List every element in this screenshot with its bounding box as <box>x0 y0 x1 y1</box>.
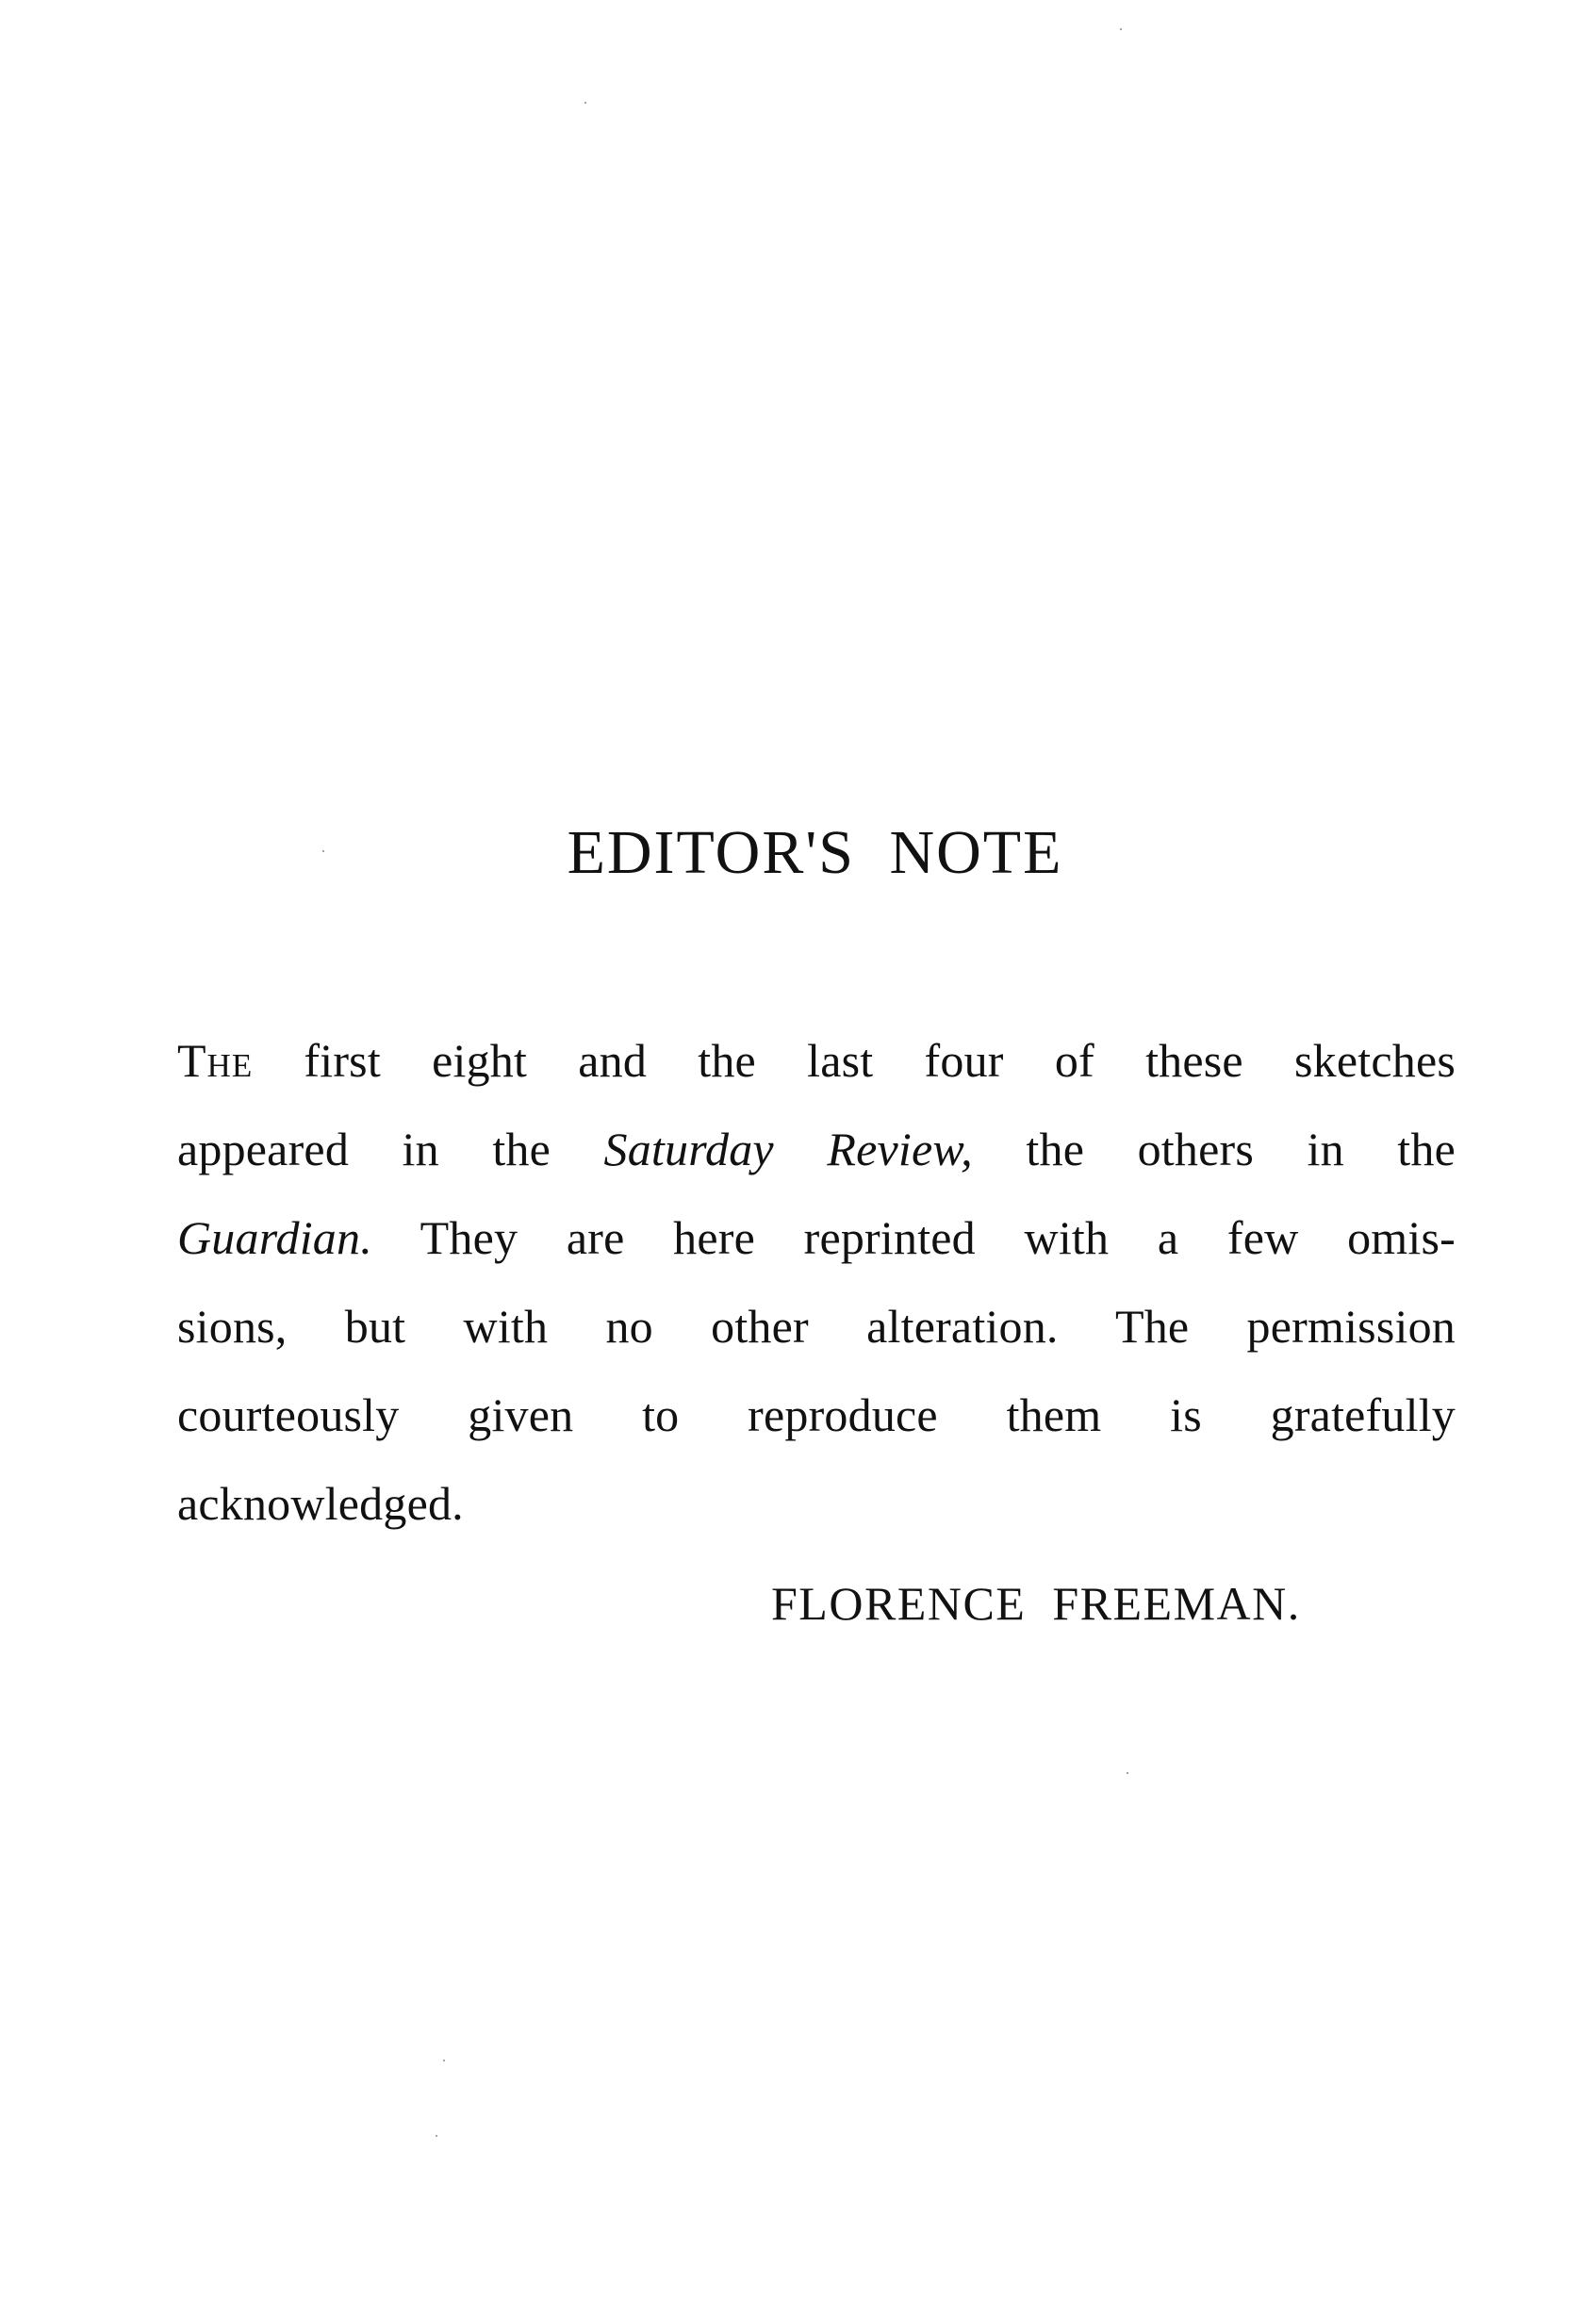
editors-note-paragraph <box>177 1016 1456 1548</box>
print-speck <box>1127 1772 1128 1774</box>
paragraph-line-6 <box>177 1459 1456 1548</box>
paragraph-line-1 <box>177 1016 1456 1105</box>
line-text: sions, but with no other alteration. The permission <box>177 1300 1456 1353</box>
page-title: EDITOR'S NOTE <box>567 818 1063 887</box>
opening-word: The <box>177 1034 254 1087</box>
paragraph-line-4 <box>177 1282 1456 1371</box>
line-text: appeared in the <box>177 1123 604 1175</box>
paragraph-line-5 <box>177 1371 1456 1459</box>
publication-title: Saturday Review, <box>603 1123 973 1175</box>
print-speck <box>436 2135 437 2137</box>
line-text: courteously given to reproduce them is gratefully <box>177 1388 1456 1441</box>
publication-title: Guardian. <box>177 1211 372 1264</box>
paragraph-line-2 <box>177 1105 1456 1193</box>
paragraph-line-3 <box>177 1193 1456 1282</box>
line-text: acknowledged. <box>177 1477 464 1530</box>
print-speck <box>584 102 586 104</box>
line-text: first eight and the last four of these sketches <box>253 1034 1456 1087</box>
line-text: They are here reprinted with a few omis- <box>371 1211 1456 1264</box>
print-speck <box>1120 28 1122 30</box>
print-speck <box>443 2060 445 2061</box>
signature: FLORENCE FREEMAN. <box>771 1577 1301 1630</box>
line-text: the others in the <box>972 1123 1456 1175</box>
